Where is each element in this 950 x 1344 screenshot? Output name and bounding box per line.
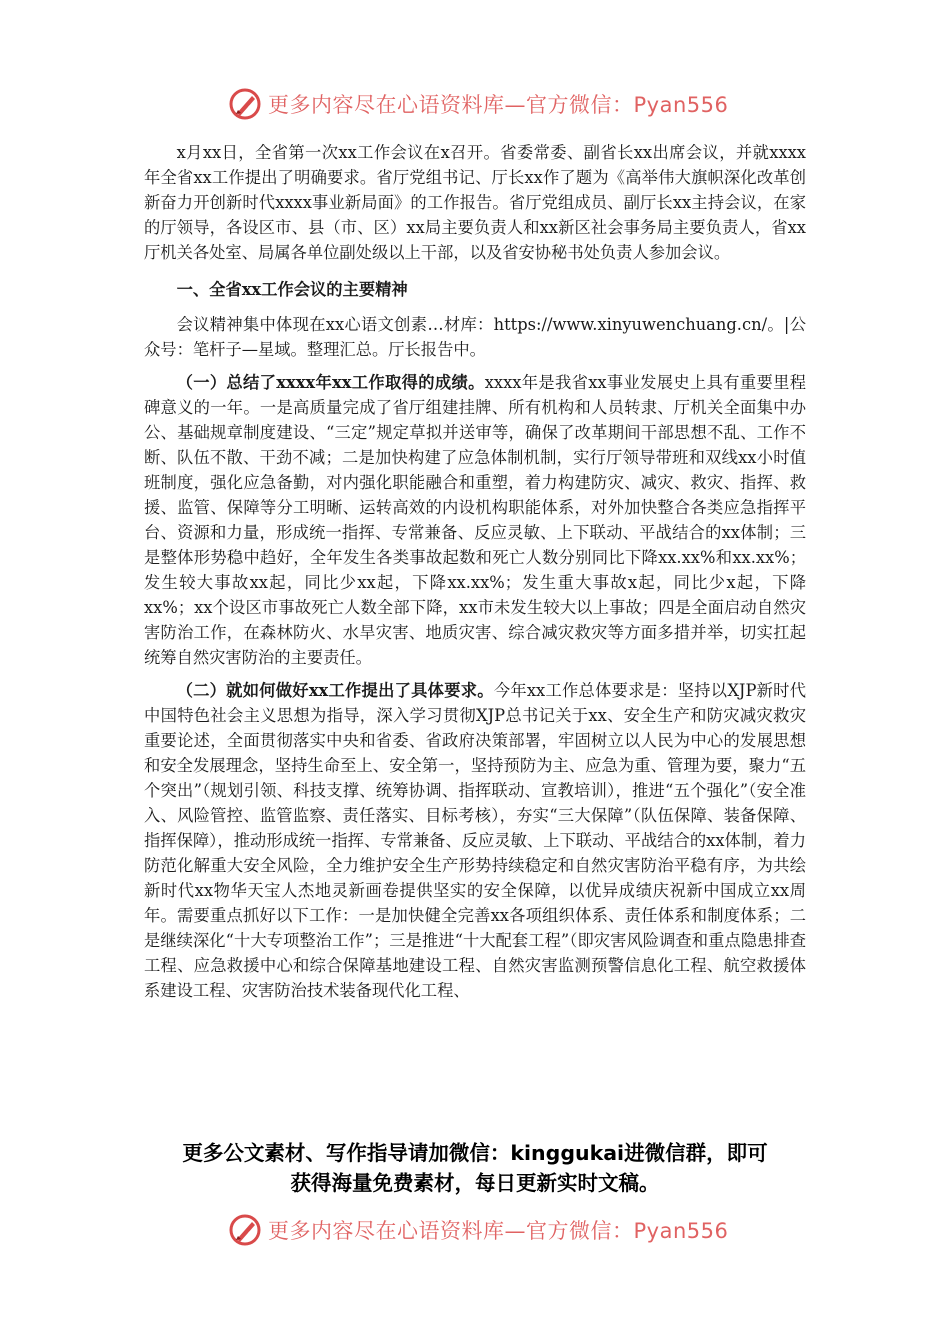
watermark-text: 更多内容尽在心语资料库—官方微信：Pyan556 xyxy=(268,1219,729,1243)
achievements-paragraph xyxy=(144,370,806,670)
section-heading: 一、全省xx工作会议的主要精神 xyxy=(176,280,408,299)
achievements-body: xxxx年是我省xx事业发展史上具有重要里程碑意义的一年。一是高质量完成了省厅组建挂牌、所有机构和人员转隶、厅机关全面集中办公、基础规章制度建设、“三定”规定草拟并送审等，确保了改革期间干部思想不乱、工作不断、队伍不散、干劲不减；二是加快构建了应急体制机制，实行厅领导带班和双线xx小时值班制度，强化应急备勤，对内强化职能融合和重塑，着力构建防灾、减灾、救灾、指挥、救援、监管、保障等分工明晰、运转高效的内设机构职能体系，对外加快整合各类应急指挥平台、资源和力量，形成统一指挥、专常兼备、反应灵敏、上下联动、平战结合的xx体制；三是整体形势稳中趋好，全年发生各类事故起数和死亡人数分别同比下降xx.xx%和xx.xx%；发生较大事故xx起，同比少xx起，下降xx.xx%；发生重大事故x起，同比少x起，下降xx%；xx个设区市事故死亡人数全部下降，xx市未发生较大以上事故；四是全面启动自然灾害防治工作，在森林防火、水旱灾害、地质灾害、综合减灾救灾等方面多措并举，切实扛起统筹自然灾害防治的主要责任。 xyxy=(144,373,806,667)
requirements-title: （二）就如何做好xx工作提出了具体要求。 xyxy=(176,681,494,700)
pen-logo-icon xyxy=(228,87,262,121)
requirements-body: 今年xx工作总体要求是：坚持以XJP新时代中国特色社会主义思想为指导，深入学习贯彻XJP总书记关于xx、安全生产和防灾减灾救灾重要论述，全面贯彻落实中央和省委、省政府决策部署，牢固树立以人民为中心的发展思想和安全发展理念，坚持生命至上、安全第一，坚持预防为主、应急为重、管理为要，聚力“五个突出”（规划引领、科技支撑、统筹协调、指挥联动、宣教培训），推进“五个强化”（安全准入、风险管控、监管监察、责任落实、目标考核），夯实“三大保障”（队伍保障、装备保障、指挥保障），推动形成统一指挥、专常兼备、反应灵敏、上下联动、平战结合的xx体制，着力防范化解重大安全风险，全力维护安全生产形势持续稳定和自然灾害防治平稳有序，为共绘新时代xx物华天宝人杰地灵新画卷提供坚实的安全保障，以优异成绩庆祝新中国成立xx周年。需要重点抓好以下工作：一是加快健全完善xx各项组织体系、责任体系和制度体系；二是继续深化“十大专项整治工作”；三是推进“十大配套工程”（即灾害风险调查和重点隐患排查工程、应急救援中心和综合保障基地建设工程、自然灾害监测预警信息化工程、航空救援体系建设工程、灾害防治技术装备现代化工程、 xyxy=(144,681,806,1000)
promo-line-2: 获得海量免费素材，每日更新实时文稿。 xyxy=(290,1171,660,1195)
achievements-title: （一）总结了xxxx年xx工作取得的成绩。 xyxy=(176,373,485,392)
watermark-text: 更多内容尽在心语资料库—官方微信：Pyan556 xyxy=(268,93,729,117)
requirements-paragraph xyxy=(144,678,806,1003)
promo-banner xyxy=(120,1138,830,1198)
intro-paragraph: x月xx日，全省第一次xx工作会议在x召开。省委常委、副省长xx出席会议，并就xxxx年全省xx工作提出了明确要求。省厅党组书记、厅长xx作了题为《高举伟大旗帜深化改革创新奋力开创新时代xxxx事业新局面》的工作报告。省厅党组成员、副厅长xx主持会议，在家的厅领导，各设区市、县（市、区）xx局主要负责人和xx新区社会事务局主要负责人，省xx厅机关各处室、局属各单位副处级以上干部，以及省安协秘书处负责人参加会议。 xyxy=(144,143,806,262)
pen-logo-icon xyxy=(228,1213,262,1247)
spirit-paragraph: 会议精神集中体现在xx心语文创素…材库：https://www.xinyuwenchuang.cn/。|公众号：笔杆子—星域。整理汇总。厅长报告中。 xyxy=(144,315,806,359)
watermark-footer xyxy=(228,1212,728,1248)
watermark-header xyxy=(228,86,728,122)
document-body xyxy=(144,140,806,1003)
promo-line-1: 更多公文素材、写作指导请加微信：kinggukai进微信群，即可 xyxy=(182,1141,768,1165)
